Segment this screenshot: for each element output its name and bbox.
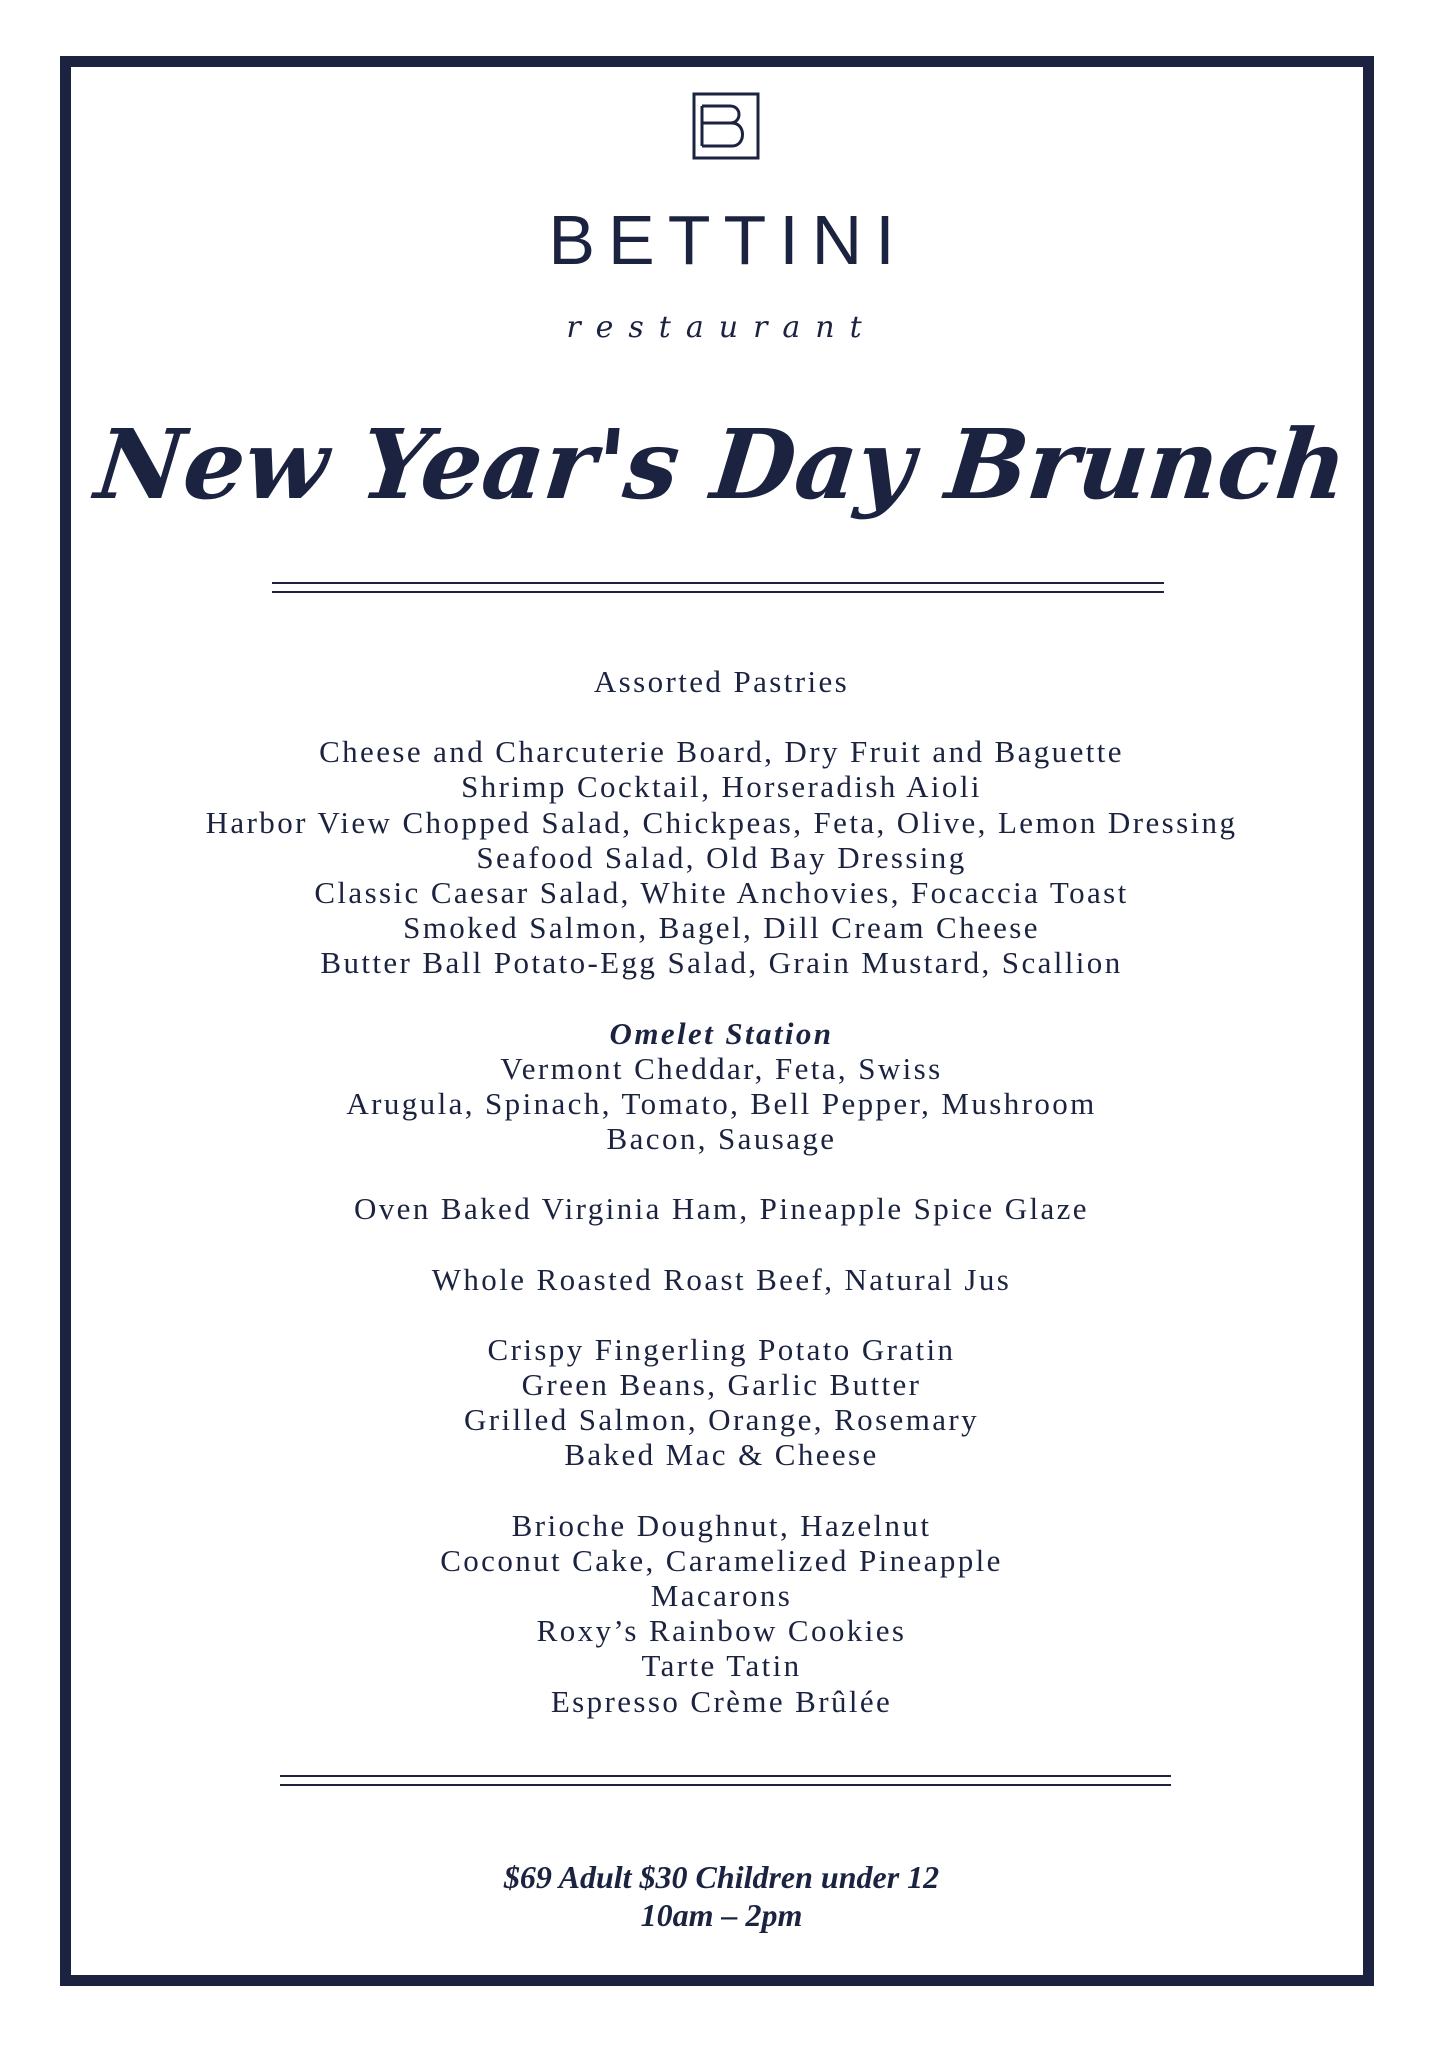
hours-text: 10am – 2pm [640, 1897, 803, 1933]
menu-item: Butter Ball Potato-Egg Salad, Grain Mustard, Scallion [320, 945, 1123, 981]
top-double-rule [272, 582, 1164, 593]
letter-b-monogram-icon [692, 92, 760, 160]
menu-item: Classic Caesar Salad, White Anchovies, Focaccia Toast [314, 875, 1129, 911]
menu-section [0, 664, 1443, 699]
menu-item: Brioche Doughnut, Hazelnut [511, 1507, 932, 1543]
menu-item: Espresso Crème Brûlée [550, 1683, 893, 1719]
menu-section [0, 1332, 1443, 1473]
menu-item: Green Beans, Garlic Butter [521, 1367, 922, 1403]
pricing-text: $69 Adult $30 Children under 12 [503, 1859, 940, 1895]
menu-item: Coconut Cake, Caramelized Pineapple [440, 1542, 1003, 1578]
menu-section [0, 1191, 1443, 1226]
menu-item: Harbor View Chopped Salad, Chickpeas, Feta, Olive, Lemon Dressing [205, 804, 1238, 840]
menu-item: Tarte Tatin [641, 1648, 802, 1684]
menu-item: Vermont Cheddar, Feta, Swiss [500, 1050, 943, 1086]
restaurant-brand-name: BETTINI [548, 201, 908, 279]
bottom-double-rule [280, 1775, 1171, 1786]
menu-item: Shrimp Cocktail, Horseradish Aioli [461, 769, 982, 805]
menu-item: Grilled Salmon, Orange, Rosemary [463, 1402, 979, 1438]
menu-section [0, 734, 1443, 980]
menu-title: New Year's Day Brunch [90, 408, 1353, 521]
menu-item: Seafood Salad, Old Bay Dressing [476, 839, 967, 875]
menu-section [0, 1016, 1443, 1157]
restaurant-tagline: restaurant [566, 310, 877, 345]
menu-item: Oven Baked Virginia Ham, Pineapple Spice Glaze [354, 1191, 1089, 1227]
menu-item: Smoked Salmon, Bagel, Dill Cream Cheese [403, 910, 1040, 946]
menu-item: Assorted Pastries [593, 664, 850, 699]
menu-item: Baked Mac & Cheese [564, 1437, 879, 1473]
menu-item: Bacon, Sausage [606, 1121, 837, 1157]
menu-section [0, 1508, 1443, 1719]
menu-item: Roxy’s Rainbow Cookies [536, 1613, 907, 1649]
menu-section [0, 1262, 1443, 1297]
menu-item: Whole Roasted Roast Beef, Natural Jus [431, 1261, 1012, 1297]
menu-footer [0, 1858, 1443, 1934]
menu-list [0, 664, 1443, 1719]
menu-item: Crispy Fingerling Potato Gratin [487, 1331, 956, 1367]
station-heading: Omelet Station [609, 1015, 834, 1051]
menu-item: Arugula, Spinach, Tomato, Bell Pepper, Mushroom [346, 1086, 1097, 1122]
menu-item: Cheese and Charcuterie Board, Dry Fruit and Baguette [319, 734, 1124, 770]
menu-item: Macarons [650, 1578, 793, 1614]
